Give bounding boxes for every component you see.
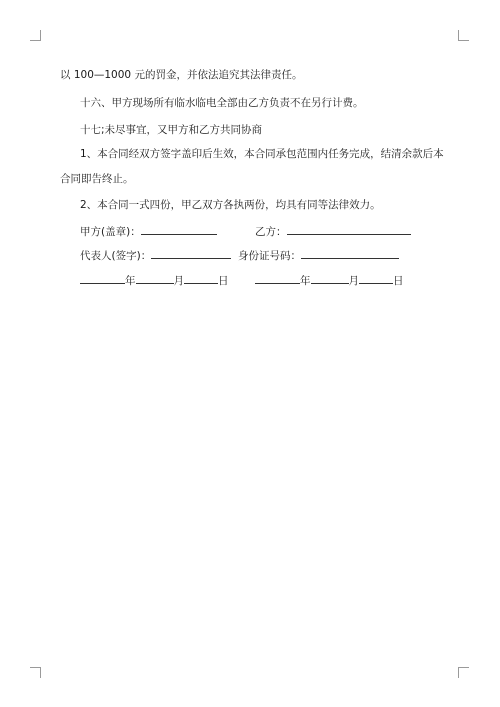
month-blank	[136, 272, 174, 284]
party-a-field	[80, 223, 217, 239]
party-b-field	[255, 223, 411, 239]
crop-mark-bottom-right	[458, 667, 469, 678]
crop-mark-top-right	[458, 30, 469, 41]
day-label: 日	[393, 275, 404, 287]
party-b-date	[255, 272, 404, 288]
paragraph-clause-17: 十七;未尽事宜，又甲方和乙方共同协商	[80, 124, 263, 136]
day-blank	[184, 272, 218, 284]
representative-blank	[151, 247, 231, 259]
month-blank	[311, 272, 349, 284]
crop-mark-bottom-left	[30, 667, 41, 678]
crop-mark-top-left	[30, 30, 41, 41]
id-number-label: 身份证号码：	[238, 250, 301, 262]
representative-label: 代表人(签字)：	[80, 250, 152, 262]
year-blank	[255, 272, 300, 284]
year-label: 年	[300, 275, 311, 287]
representative-field	[80, 247, 231, 263]
year-label: 年	[125, 275, 136, 287]
paragraph-item-2: 2、本合同一式四份，甲乙双方各执两份，均具有同等法律效力。	[80, 199, 381, 211]
year-blank	[80, 272, 125, 284]
party-b-label: 乙方：	[255, 226, 287, 238]
paragraph-item-1: 1、本合同经双方签字盖印后生效，本合同承包范围内任务完成，结清余款后本	[80, 148, 444, 160]
id-number-field	[238, 247, 399, 263]
day-blank	[359, 272, 393, 284]
party-a-label: 甲方(盖章)：	[80, 226, 141, 238]
party-a-date	[80, 272, 229, 288]
paragraph-item-1-continued: 合同即告终止。	[60, 173, 134, 185]
party-b-blank	[287, 223, 411, 235]
day-label: 日	[218, 275, 229, 287]
id-number-blank	[301, 247, 399, 259]
paragraph-penalty: 以 100—1000 元的罚金，并依法追究其法律责任。	[60, 69, 303, 81]
paragraph-clause-16: 十六、甲方现场所有临水临电全部由乙方负责不在另行计费。	[80, 97, 364, 109]
month-label: 月	[348, 275, 359, 287]
month-label: 月	[173, 275, 184, 287]
party-a-blank	[141, 223, 217, 235]
